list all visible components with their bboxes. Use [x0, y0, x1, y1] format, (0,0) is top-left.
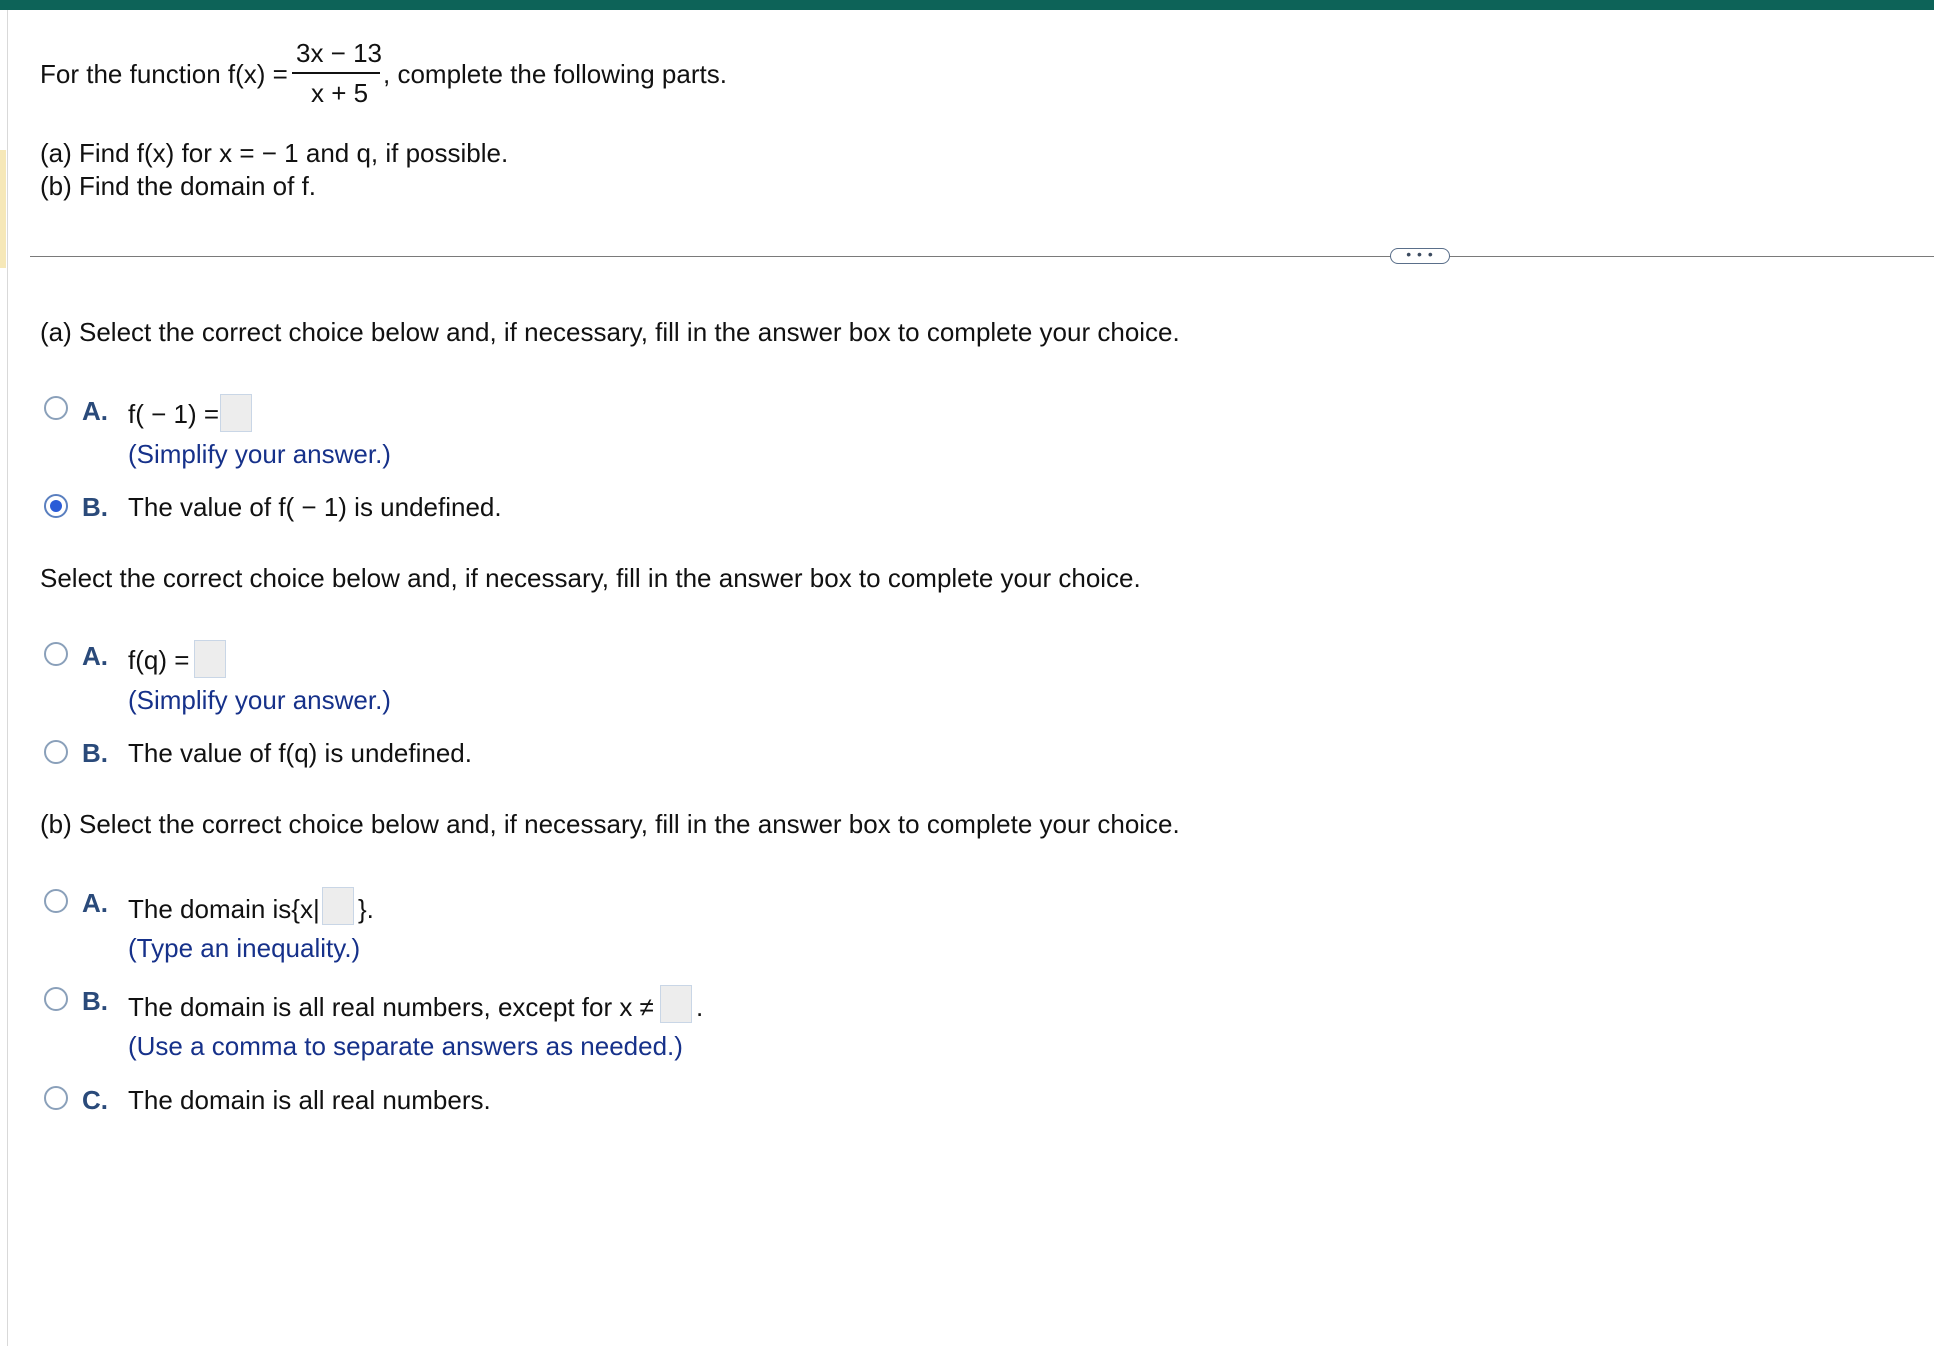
choice-letter: A.: [82, 888, 108, 918]
choice-letter: B.: [82, 738, 108, 768]
choice-letter: C.: [82, 1085, 108, 1115]
choice-text: The domain is all real numbers, except for x ≠: [128, 992, 654, 1022]
choice-text: The domain is{x|: [128, 894, 320, 924]
top-bar: [0, 0, 1934, 10]
choice-suffix: .: [696, 992, 704, 1022]
choice-text: f( − 1) =: [128, 399, 220, 429]
radio-b-b[interactable]: [44, 987, 68, 1011]
radio-a1-a[interactable]: [44, 396, 68, 420]
part-b-task: (b) Find the domain of f.: [40, 171, 317, 201]
intro-prefix: For the function f(x) =: [40, 59, 288, 89]
choice-letter: B.: [82, 492, 108, 522]
section-a1-instruction: (a) Select the correct choice below and, if necessary, fill in the answer box to complete your choice.: [40, 317, 1180, 347]
choice-hint: (Type an inequality.): [128, 933, 361, 963]
radio-a2-b[interactable]: [44, 740, 68, 764]
choice-letter: B.: [82, 986, 108, 1016]
choice-hint: (Simplify your answer.): [128, 439, 391, 469]
choice-text: The value of f( − 1) is undefined.: [128, 492, 502, 522]
more-options-button[interactable]: • • •: [1390, 248, 1450, 264]
choice-text: The domain is all real numbers.: [128, 1085, 491, 1115]
section-a2-instruction: Select the correct choice below and, if necessary, fill in the answer box to complete your choice.: [40, 563, 1141, 593]
fraction-numerator: 3x − 13: [296, 38, 383, 68]
left-border: [7, 10, 8, 1346]
radio-a2-a[interactable]: [44, 642, 68, 666]
choice-letter: A.: [82, 641, 108, 671]
part-a-task: (a) Find f(x) for x = − 1 and q, if possible.: [40, 138, 509, 168]
choice-letter: A.: [82, 396, 108, 426]
section-b-instruction: (b) Select the correct choice below and, if necessary, fill in the answer box to complete your choice.: [40, 809, 1180, 839]
answer-box-excluded-values[interactable]: [660, 985, 692, 1023]
radio-b-a[interactable]: [44, 889, 68, 913]
section-divider: [30, 256, 1934, 257]
choice-text: f(q) =: [128, 645, 190, 675]
answer-box-domain-inequality[interactable]: [322, 887, 354, 925]
choice-text: The value of f(q) is undefined.: [128, 738, 472, 768]
answer-box-f-neg1[interactable]: [220, 394, 252, 432]
fraction-denominator: x + 5: [311, 78, 369, 108]
choice-hint: (Simplify your answer.): [128, 685, 391, 715]
intro-suffix: , complete the following parts.: [383, 59, 727, 89]
choice-hint: (Use a comma to separate answers as needed.): [128, 1031, 683, 1061]
choice-suffix: }.: [358, 894, 374, 924]
radio-b-c[interactable]: [44, 1086, 68, 1110]
fraction-bar: [292, 72, 380, 74]
answer-box-f-q[interactable]: [194, 640, 226, 678]
radio-a1-b-selected[interactable]: [44, 494, 68, 518]
left-highlight-marker: [0, 150, 6, 268]
